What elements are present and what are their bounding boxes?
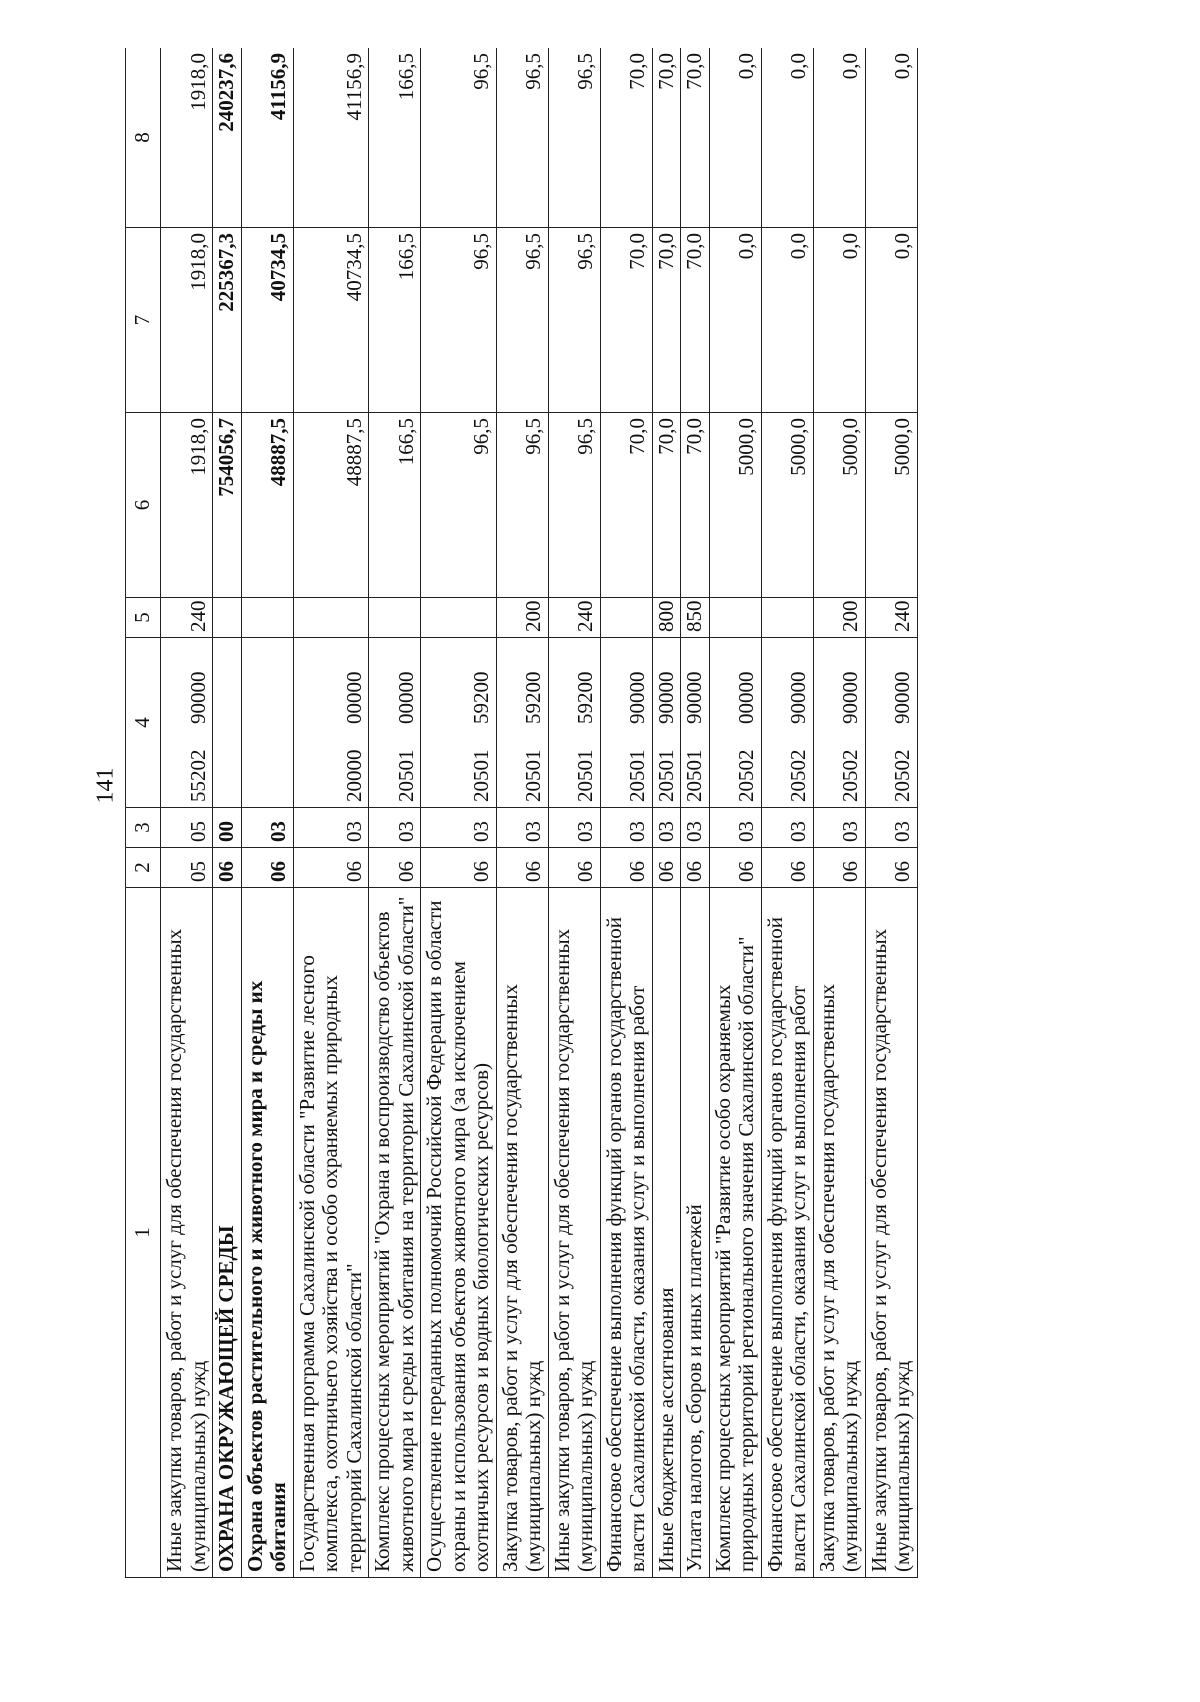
amount-col7-cell: 70,0 [681,228,710,413]
program-code-cell [709,638,761,808]
program-code-cell [761,638,813,808]
amount-col8-cell: 240237,6 [213,48,242,228]
amount-col6-cell: 1918,0 [161,413,213,598]
amount-col7-cell: 0,0 [865,228,917,413]
program-code-part2: 59200 [469,671,494,724]
program-code-part1: 20501 [469,749,494,802]
column-header: 7 [126,228,161,413]
program-code-cell [241,638,293,808]
amount-col7-cell: 96,5 [496,228,548,413]
section-code-cell: 06 [600,848,652,888]
expense-type-cell: 240 [865,598,917,638]
program-code-part1: 20502 [734,749,759,802]
table-row [865,48,917,1578]
program-code-cell [161,638,213,808]
subsection-code-cell: 03 [652,808,681,848]
table-row [681,48,710,1578]
program-code-part2: 59200 [573,671,598,724]
program-code-part2: 90000 [838,671,863,724]
amount-col6-cell: 70,0 [600,413,652,598]
program-code-cell [681,638,710,808]
table-row [548,48,600,1578]
table-row [813,48,865,1578]
amount-col6-cell: 5000,0 [761,413,813,598]
column-header: 6 [126,413,161,598]
amount-col6-cell: 754056,7 [213,413,242,598]
program-code-part2: 00000 [341,671,366,724]
column-header: 4 [126,638,161,808]
table-row [213,48,242,1578]
amount-col8-cell: 41156,9 [293,48,369,228]
row-name-cell: Закупка товаров, работ и услуг для обеспечения государственных (муниципальных) нужд [813,888,865,1578]
subsection-code-cell: 05 [161,808,213,848]
table-row [761,48,813,1578]
expense-type-cell [761,598,813,638]
subsection-code-cell: 03 [293,808,369,848]
program-code-cell [548,638,600,808]
amount-col6-cell: 5000,0 [813,413,865,598]
budget-table [125,48,918,1578]
expense-type-cell [241,598,293,638]
row-name-cell: Охрана объектов растительного и животного мира и среды их обитания [241,888,293,1578]
amount-col7-cell: 96,5 [421,228,497,413]
table-row [241,48,293,1578]
amount-col8-cell: 166,5 [369,48,421,228]
row-name-cell: Иные закупки товаров, работ и услуг для обеспечения государственных (муниципальных) нужд [865,888,917,1578]
amount-col7-cell: 0,0 [709,228,761,413]
amount-col6-cell: 96,5 [548,413,600,598]
subsection-code-cell: 03 [709,808,761,848]
program-code-cell [600,638,652,808]
column-header: 2 [126,848,161,888]
program-code-part1: 55202 [185,749,210,802]
section-code-cell: 06 [652,848,681,888]
program-code-part1: 20502 [838,749,863,802]
table-row [293,48,369,1578]
program-code-part2: 90000 [625,671,650,724]
subsection-code-cell: 03 [761,808,813,848]
row-name-cell: Финансовое обеспечение выполнения функций органов государственной власти Сахалинской области, оказания услуг и выполнения работ [600,888,652,1578]
rotated-table-container [125,48,1180,1578]
amount-col8-cell: 96,5 [548,48,600,228]
row-name-cell: ОХРАНА ОКРУЖАЮЩЕЙ СРЕДЫ [213,888,242,1578]
row-name-cell: Иные бюджетные ассигнования [652,888,681,1578]
section-code-cell: 06 [548,848,600,888]
amount-col8-cell: 0,0 [813,48,865,228]
section-code-cell: 06 [865,848,917,888]
row-name-cell: Уплата налогов, сборов и иных платежей [681,888,710,1578]
amount-col8-cell: 70,0 [652,48,681,228]
section-code-cell: 06 [496,848,548,888]
expense-type-cell [421,598,497,638]
table-row [496,48,548,1578]
expense-type-cell [293,598,369,638]
amount-col8-cell: 1918,0 [161,48,213,228]
program-code-part1: 20501 [393,749,418,802]
program-code-part1: 20502 [890,749,915,802]
amount-col6-cell: 96,5 [421,413,497,598]
table-row [652,48,681,1578]
program-code-cell [213,638,242,808]
subsection-code-cell: 03 [681,808,710,848]
amount-col7-cell: 70,0 [652,228,681,413]
amount-col7-cell: 1918,0 [161,228,213,413]
page-number: 141 [92,767,119,804]
section-code-cell: 05 [161,848,213,888]
table-row [421,48,497,1578]
amount-col7-cell: 70,0 [600,228,652,413]
column-header: 5 [126,598,161,638]
program-code-part2: 90000 [786,671,811,724]
amount-col8-cell: 70,0 [600,48,652,228]
amount-col8-cell: 0,0 [865,48,917,228]
amount-col7-cell: 40734,5 [241,228,293,413]
expense-type-cell [600,598,652,638]
subsection-code-cell: 03 [496,808,548,848]
table-row [369,48,421,1578]
column-header: 1 [126,888,161,1578]
header-row [126,48,161,1578]
table-frame [125,48,1180,1578]
row-name-cell: Иные закупки товаров, работ и услуг для обеспечения государственных (муниципальных) нужд [161,888,213,1578]
program-code-part1: 20501 [653,749,678,802]
expense-type-cell: 240 [161,598,213,638]
subsection-code-cell: 00 [213,808,242,848]
amount-col6-cell: 70,0 [652,413,681,598]
program-code-part1: 20501 [682,749,707,802]
expense-type-cell [213,598,242,638]
subsection-code-cell: 03 [421,808,497,848]
subsection-code-cell: 03 [865,808,917,848]
amount-col8-cell: 0,0 [709,48,761,228]
row-name-cell: Комплекс процессных мероприятий "Охрана и воспроизводство объектов животного мира и среды их обитания на территории Сахалинской области" [369,888,421,1578]
program-code-part1: 20000 [341,749,366,802]
table-body [161,48,918,1578]
row-name-cell: Осуществление переданных полномочий Российской Федерации в области охраны и использования объектов животного мира (за исключением охотничьих ресурсов и водных биологических ресурсов) [421,888,497,1578]
program-code-part1: 20501 [573,749,598,802]
program-code-part1: 20501 [625,749,650,802]
amount-col7-cell: 40734,5 [293,228,369,413]
section-code-cell: 06 [813,848,865,888]
table-row [709,48,761,1578]
program-code-cell [865,638,917,808]
amount-col7-cell: 166,5 [369,228,421,413]
expense-type-cell [709,598,761,638]
amount-col6-cell: 96,5 [496,413,548,598]
section-code-cell: 06 [293,848,369,888]
program-code-cell [293,638,369,808]
row-name-cell: Иные закупки товаров, работ и услуг для обеспечения государственных (муниципальных) нужд [548,888,600,1578]
program-code-cell [421,638,497,808]
row-name-cell: Государственная программа Сахалинской области "Развитие лесного комплекса, охотничьего хозяйства и особо охраняемых природных территорий Сахалинской области" [293,888,369,1578]
program-code-part1: 20502 [786,749,811,802]
expense-type-cell [369,598,421,638]
program-code-part1: 20501 [521,749,546,802]
amount-col8-cell: 96,5 [421,48,497,228]
amount-col6-cell: 166,5 [369,413,421,598]
subsection-code-cell: 03 [548,808,600,848]
amount-col7-cell: 0,0 [761,228,813,413]
section-code-cell: 06 [421,848,497,888]
subsection-code-cell: 03 [241,808,293,848]
subsection-code-cell: 03 [813,808,865,848]
expense-type-cell: 240 [548,598,600,638]
column-header: 8 [126,48,161,228]
program-code-part2: 00000 [393,671,418,724]
amount-col8-cell: 70,0 [681,48,710,228]
program-code-part2: 59200 [521,671,546,724]
program-code-part2: 90000 [682,671,707,724]
program-code-part2: 90000 [185,671,210,724]
amount-col6-cell: 5000,0 [709,413,761,598]
row-name-cell: Финансовое обеспечение выполнения функций органов государственной власти Сахалинской области, оказания услуг и выполнения работ [761,888,813,1578]
subsection-code-cell: 03 [600,808,652,848]
amount-col7-cell: 96,5 [548,228,600,413]
amount-col8-cell: 0,0 [761,48,813,228]
amount-col7-cell: 0,0 [813,228,865,413]
expense-type-cell: 200 [496,598,548,638]
amount-col8-cell: 41156,9 [241,48,293,228]
section-code-cell: 06 [709,848,761,888]
row-name-cell: Закупка товаров, работ и услуг для обеспечения государственных (муниципальных) нужд [496,888,548,1578]
table-row [161,48,213,1578]
amount-col7-cell: 225367,3 [213,228,242,413]
amount-col8-cell: 96,5 [496,48,548,228]
column-header: 3 [126,808,161,848]
subsection-code-cell: 03 [369,808,421,848]
amount-col6-cell: 70,0 [681,413,710,598]
program-code-part2: 90000 [890,671,915,724]
program-code-cell [652,638,681,808]
program-code-part2: 90000 [653,671,678,724]
section-code-cell: 06 [681,848,710,888]
section-code-cell: 06 [761,848,813,888]
section-code-cell: 06 [369,848,421,888]
expense-type-cell: 200 [813,598,865,638]
program-code-cell [496,638,548,808]
expense-type-cell: 850 [681,598,710,638]
section-code-cell: 06 [241,848,293,888]
amount-col6-cell: 5000,0 [865,413,917,598]
expense-type-cell: 800 [652,598,681,638]
table-row [600,48,652,1578]
program-code-part2: 00000 [734,671,759,724]
program-code-cell [813,638,865,808]
section-code-cell: 06 [213,848,242,888]
program-code-cell [369,638,421,808]
amount-col6-cell: 48887,5 [293,413,369,598]
row-name-cell: Комплекс процессных мероприятий "Развитие особо охраняемых природных территорий регионального значения Сахалинской области" [709,888,761,1578]
amount-col6-cell: 48887,5 [241,413,293,598]
